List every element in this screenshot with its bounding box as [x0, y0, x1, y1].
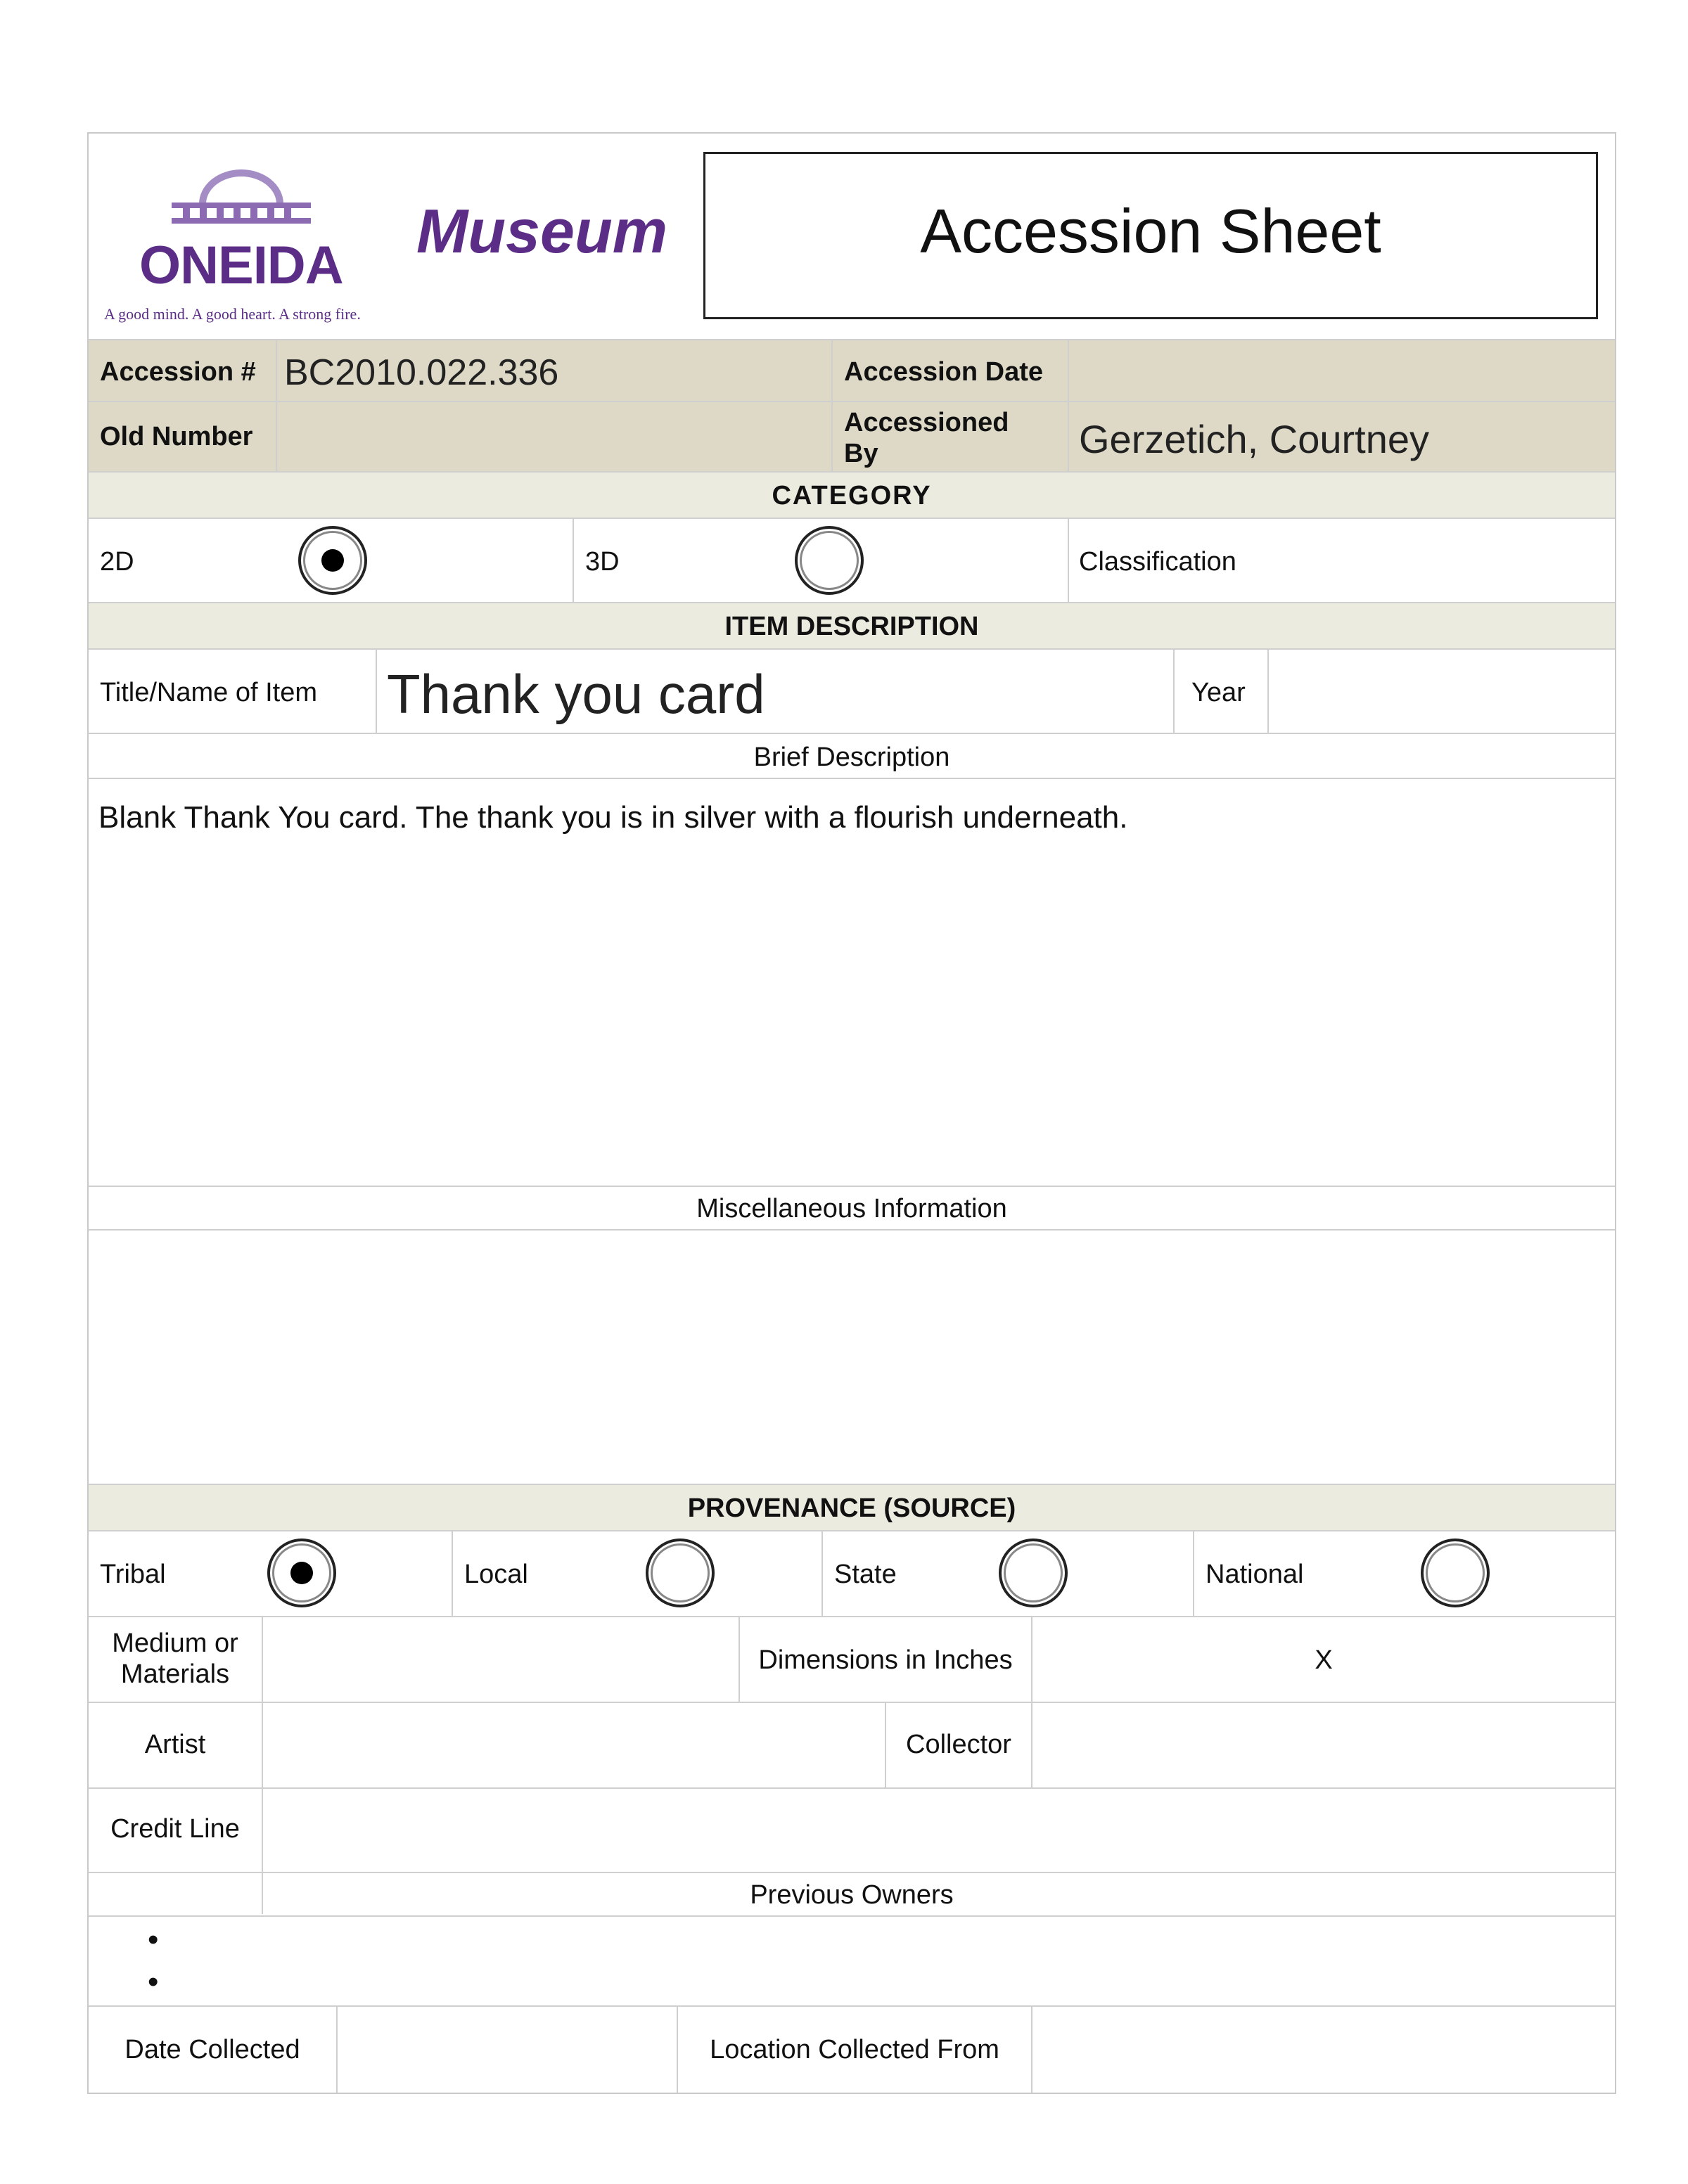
accessioned-by-label-line1: Accessioned — [844, 408, 1009, 437]
title-name-field[interactable]: Thank you card — [387, 663, 765, 725]
radio-selected-dot-icon — [290, 1562, 313, 1584]
state-label: State — [834, 1560, 897, 1589]
medium-materials-label-line2: Materials — [120, 1659, 230, 1689]
brief-description-field[interactable]: Blank Thank You card. The thank you is in silver with a flourish underneath. — [98, 800, 1128, 835]
previous-owner-bullet[interactable]: • — [148, 1965, 159, 1999]
oneida-logo-wordmark: ONEIDA — [139, 236, 343, 295]
radio-selected-dot-icon — [321, 549, 344, 572]
national-radio[interactable] — [1421, 1539, 1490, 1607]
tribal-radio[interactable] — [267, 1539, 336, 1607]
logo-tagline: A good mind. A good heart. A strong fire. — [104, 305, 361, 323]
category-3d-radio[interactable] — [795, 526, 864, 595]
state-radio[interactable] — [999, 1539, 1068, 1607]
previous-owner-bullet[interactable]: • — [148, 1922, 159, 1957]
collector-label: Collector — [906, 1730, 1011, 1759]
dimensions-separator: X — [1315, 1645, 1333, 1675]
accession-date-field[interactable] — [1070, 342, 1612, 399]
accession-number-field[interactable]: BC2010.022.336 — [284, 352, 559, 393]
page-title: Accession Sheet — [920, 196, 1381, 266]
category-2d-radio[interactable] — [298, 526, 367, 595]
accessioned-by-label-line2: By — [844, 439, 878, 468]
accessioned-by-field[interactable]: Gerzetich, Courtney — [1079, 417, 1429, 461]
artist-label: Artist — [144, 1730, 206, 1759]
local-radio[interactable] — [646, 1539, 715, 1607]
oneida-logo-arch-icon — [169, 163, 314, 231]
local-label: Local — [464, 1560, 528, 1589]
title-name-label: Title/Name of Item — [100, 678, 318, 707]
national-label: National — [1206, 1560, 1304, 1589]
brief-description-label: Brief Description — [753, 743, 950, 772]
tribal-label: Tribal — [100, 1560, 166, 1589]
medium-materials-label-line1: Medium or — [112, 1629, 238, 1658]
category-3d-label: 3D — [585, 547, 620, 577]
credit-line-label: Credit Line — [110, 1814, 240, 1844]
item-description-heading: ITEM DESCRIPTION — [724, 612, 979, 641]
date-collected-label: Date Collected — [124, 2035, 300, 2064]
misc-information-field[interactable] — [90, 1231, 1613, 1484]
old-number-field[interactable] — [279, 404, 829, 470]
misc-information-label: Miscellaneous Information — [696, 1194, 1007, 1223]
provenance-heading: PROVENANCE (SOURCE) — [687, 1494, 1016, 1523]
museum-label: Museum — [416, 196, 667, 266]
dimensions-label: Dimensions in Inches — [758, 1645, 1013, 1675]
classification-label: Classification — [1079, 547, 1236, 577]
old-number-label: Old Number — [100, 422, 253, 451]
category-2d-label: 2D — [100, 547, 134, 577]
accession-date-label: Accession Date — [844, 357, 1044, 387]
category-heading: CATEGORY — [772, 481, 932, 510]
year-label: Year — [1191, 678, 1246, 707]
previous-owners-label: Previous Owners — [750, 1880, 954, 1910]
accession-number-label: Accession # — [100, 357, 256, 387]
location-collected-label: Location Collected From — [710, 2035, 999, 2064]
